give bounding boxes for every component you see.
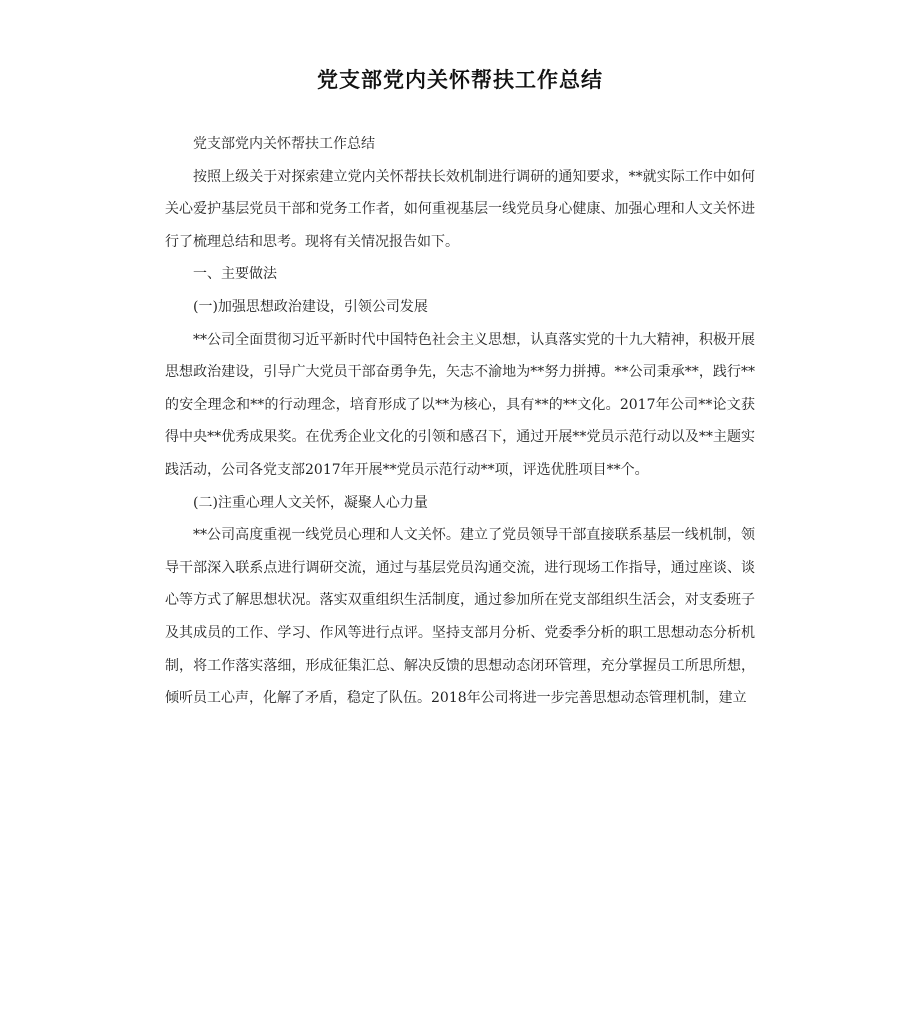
paragraph-heading-repeat: 党支部党内关怀帮扶工作总结 xyxy=(193,136,375,152)
paragraph-intro: 按照上级关于对探索建立党内关怀帮扶长效机制进行调研的通知要求，**就实际工作中如何关心爱护基层党员干部和党务工作者，如何重视基层一线党员身心健康、加强心理和人文关怀进行了梳理总结和思考。现将有关情况报告如下。 xyxy=(165,168,755,250)
section-heading-main-practices: 一、主要做法 xyxy=(193,266,277,283)
subsection-heading-2: (二)注重心理人文关怀，凝聚人心力量 xyxy=(193,494,428,511)
document-body xyxy=(165,128,755,715)
subsection-heading-1: (一)加强思想政治建设，引领公司发展 xyxy=(193,298,428,315)
document-title: 党支部党内关怀帮扶工作总结 xyxy=(317,68,603,92)
paragraph-subsection-1: **公司全面贯彻习近平新时代中国特色社会主义思想，认真落实党的十九大精神，积极开展思想政治建设，引导广大党员干部奋勇争先，矢志不渝地为**努力拼搏。**公司秉承**，践行**的安全理念和**的行动理念，培育形成了以**为核心，具有**的**文化。2017年公司**论文获得中央**优秀成果奖。在优秀企业文化的引领和感召下，通过开展**党员示范行动以及**主题实践活动，公司各党支部2017年开展**党员示范行动**项，评选优胜项目**个。 xyxy=(165,331,755,478)
paragraph-subsection-2: **公司高度重视一线党员心理和人文关怀。建立了党员领导干部直接联系基层一线机制，领导干部深入联系点进行调研交流，通过与基层党员沟通交流，进行现场工作指导，通过座谈、谈心等方式了解思想状况。落实双重组织生活制度，通过参加所在党支部组织生活会，对支委班子及其成员的工作、学习、作风等进行点评。坚持支部月分析、党委季分析的职工思想动态分析机制，将工作落实落细，形成征集汇总、解决反馈的思想动态闭环管理，充分掌握员工所思所想，倾听员工心声，化解了矛盾，稳定了队伍。2018年公司将进一步完善思想动态管理机制，建立 xyxy=(165,527,755,707)
